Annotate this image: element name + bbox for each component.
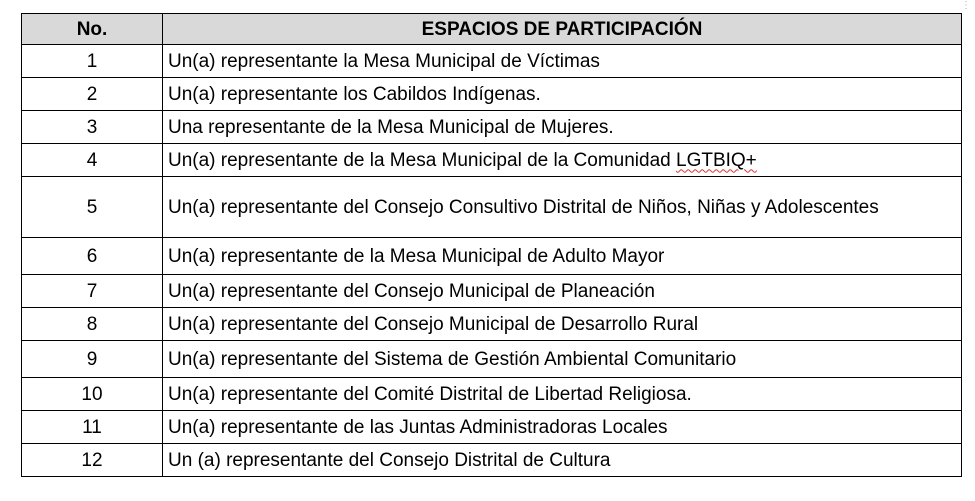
table-row (22, 341, 962, 378)
table-row (22, 378, 962, 411)
table-row (22, 144, 962, 177)
row-text: Un(a) representante del Consejo Municipal de Planeación (163, 275, 962, 308)
row-text: Un (a) representante del Consejo Distrital de Cultura (163, 444, 962, 477)
table-row (22, 78, 962, 111)
table-row (22, 45, 962, 78)
row-text: Un(a) representante del Consejo Consultivo Distrital de Niños, Niñas y Adolescentes (163, 177, 962, 238)
row-text: Una representante de la Mesa Municipal de Mujeres. (163, 111, 962, 144)
row-number: 6 (22, 238, 163, 275)
table-row (22, 275, 962, 308)
row-number: 1 (22, 45, 163, 78)
row-number: 5 (22, 177, 163, 238)
row-text: Un(a) representante de la Mesa Municipal de Adulto Mayor (163, 238, 962, 275)
table-row (22, 308, 962, 341)
participation-table (21, 13, 962, 477)
row-number: 2 (22, 78, 163, 111)
row-text: Un(a) representante del Sistema de Gestión Ambiental Comunitario (163, 341, 962, 378)
row-text: Un(a) representante del Consejo Municipal de Desarrollo Rural (163, 308, 962, 341)
row-number: 8 (22, 308, 163, 341)
row-number: 7 (22, 275, 163, 308)
row-text (163, 144, 962, 177)
row-text: Un(a) representante del Comité Distrital de Libertad Religiosa. (163, 378, 962, 411)
spellcheck-flagged-word: LGTBIQ+ (676, 149, 757, 171)
row-text: Un(a) representante la Mesa Municipal de Víctimas (163, 45, 962, 78)
table-row (22, 111, 962, 144)
table-header-row (22, 14, 962, 45)
header-espacios: ESPACIOS DE PARTICIPACIÓN (163, 14, 962, 45)
row-number: 11 (22, 411, 163, 444)
table-row (22, 238, 962, 275)
row-text: Un(a) representante de las Juntas Administradoras Locales (163, 411, 962, 444)
row-number: 10 (22, 378, 163, 411)
table-row (22, 177, 962, 238)
participation-table-container (21, 13, 961, 477)
row-number: 12 (22, 444, 163, 477)
row-number: 9 (22, 341, 163, 378)
row-text: Un(a) representante los Cabildos Indígenas. (163, 78, 962, 111)
row-text-main: Un(a) representante de la Mesa Municipal de la Comunidad (168, 149, 676, 171)
table-row (22, 411, 962, 444)
row-number: 3 (22, 111, 163, 144)
row-number: 4 (22, 144, 163, 177)
header-no: No. (22, 14, 163, 45)
table-row (22, 444, 962, 477)
window-corner-dots: ⋮ (961, 0, 971, 11)
